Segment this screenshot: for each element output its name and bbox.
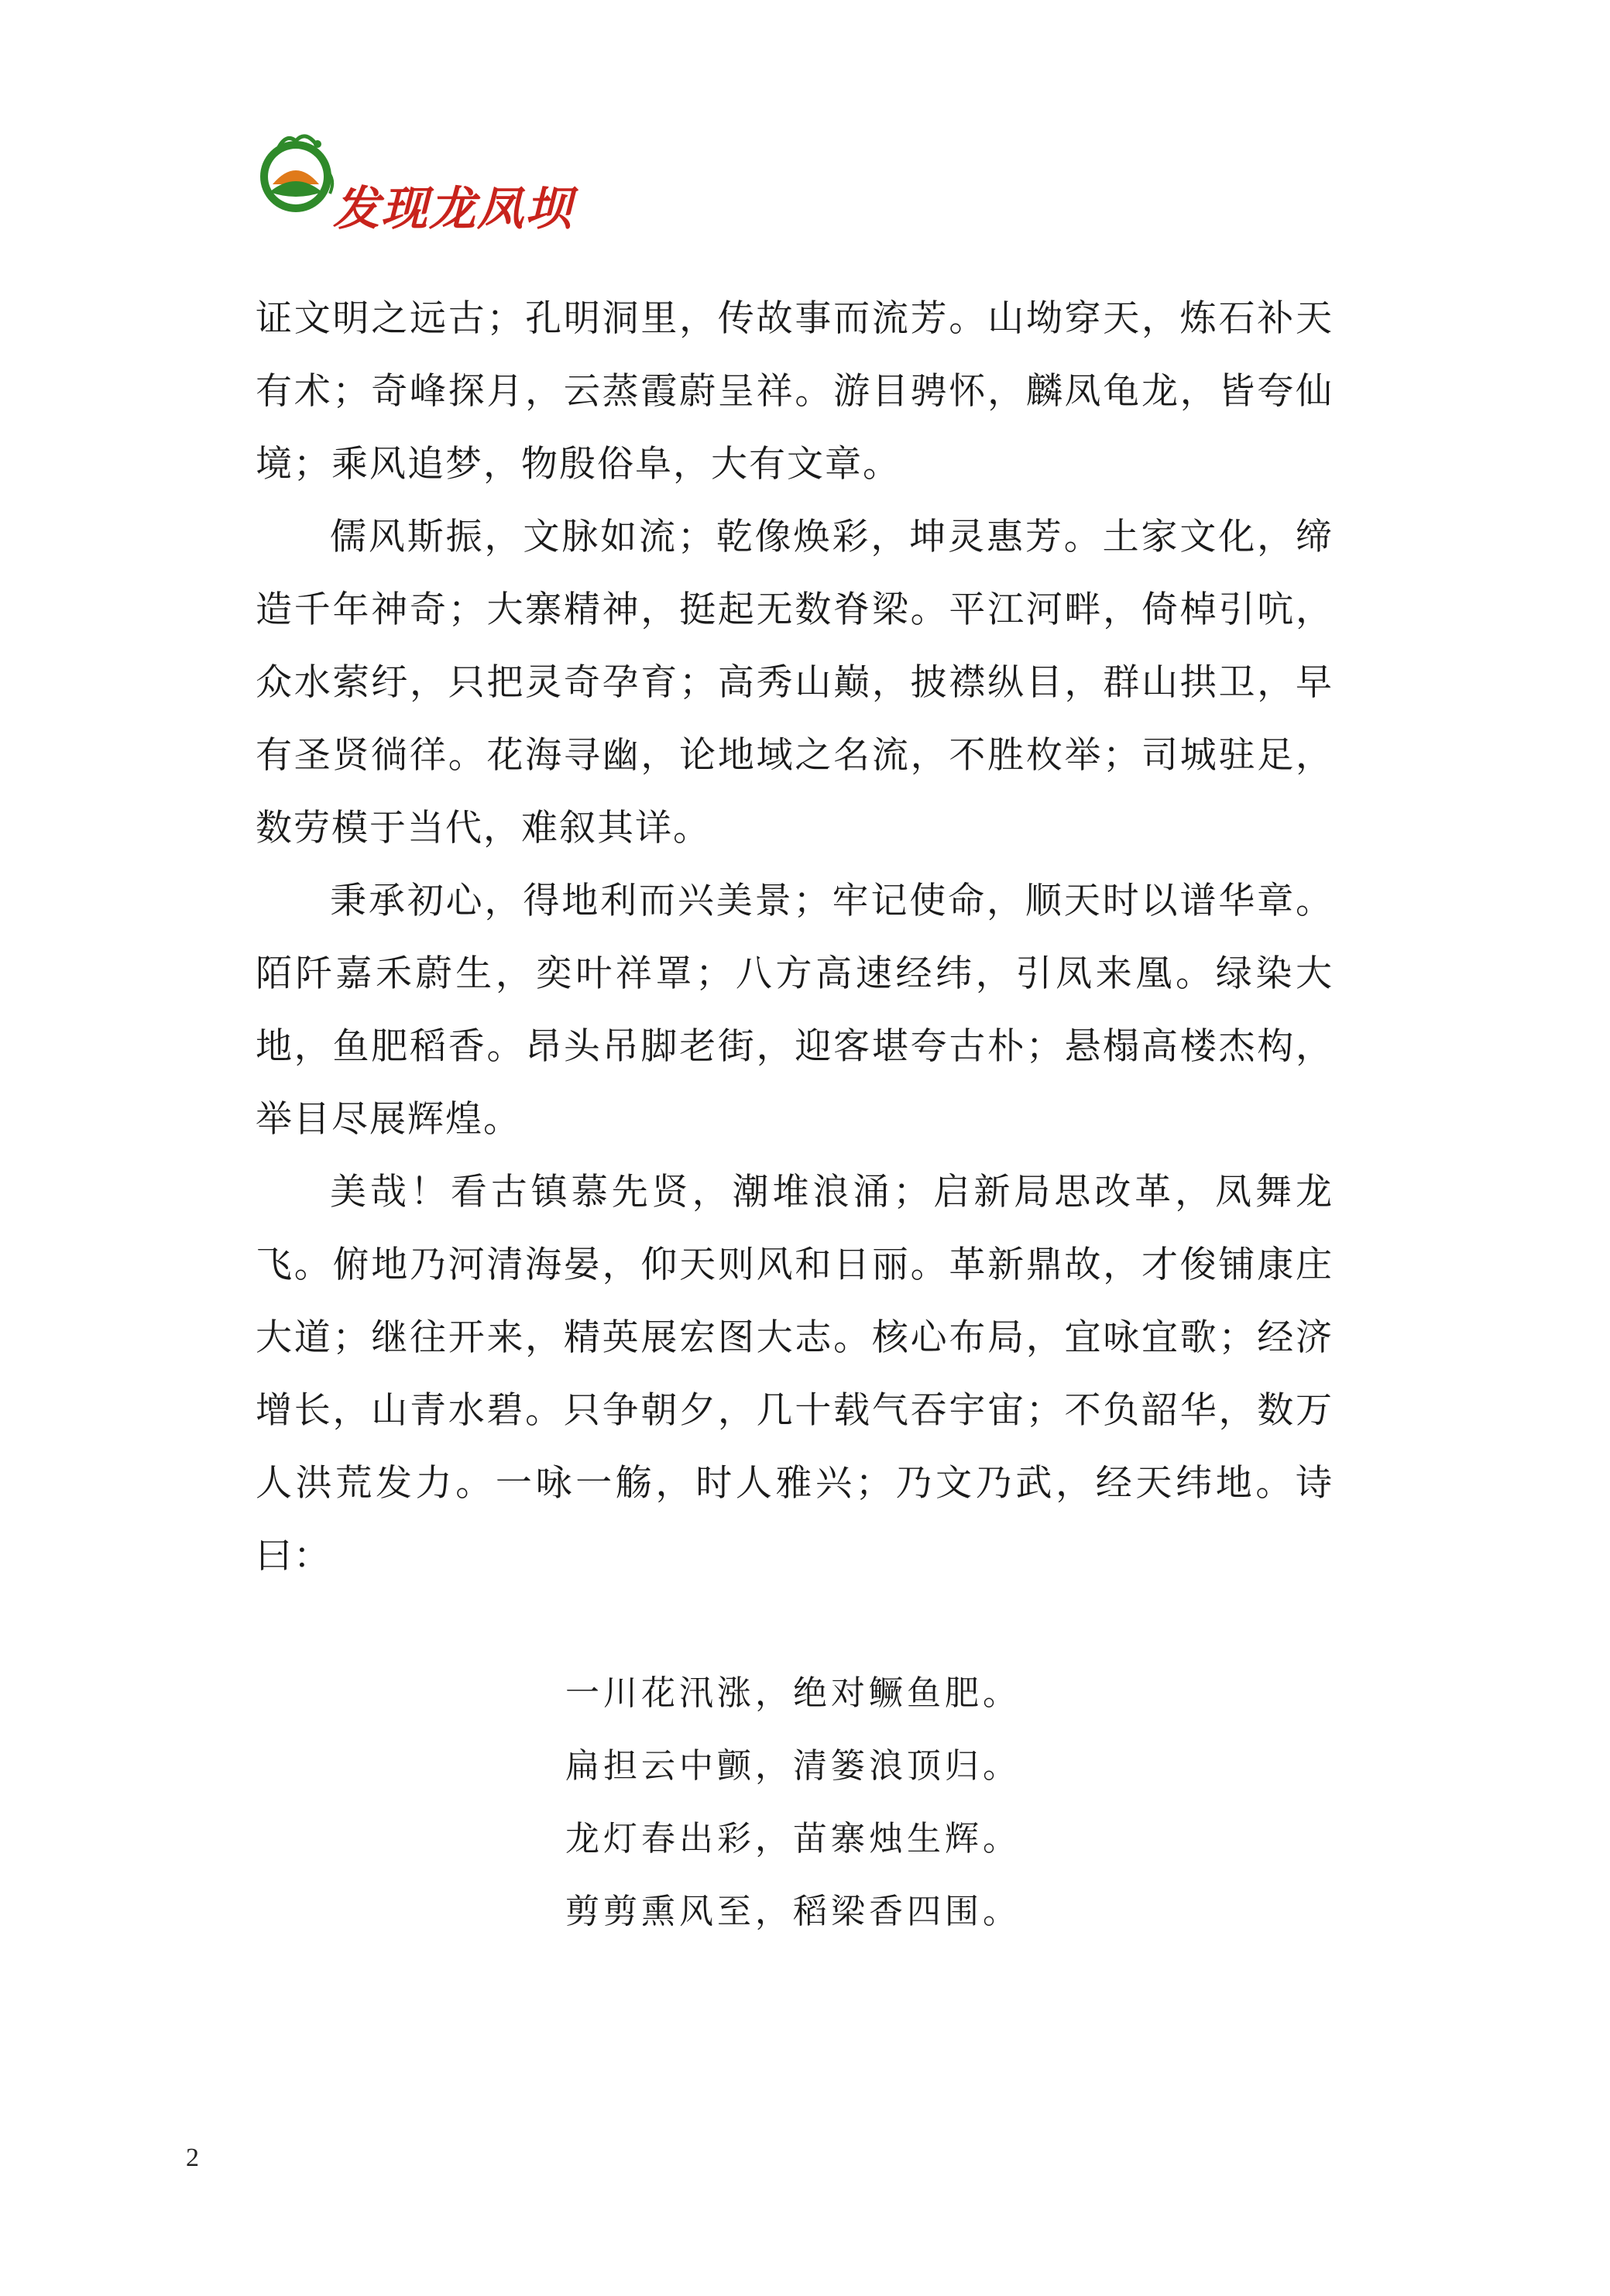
logo-text: 发现龙凤坝: [333, 182, 573, 236]
main-text: [256, 283, 1334, 1593]
poem-line: 剪剪熏风至，稻梁香四围。: [565, 1892, 1021, 1931]
poem: [565, 1657, 1107, 1948]
paragraph: 秉承初心，得地利而兴美景；牢记使命，顺天时以谱华章。陌阡嘉禾蔚生，奕叶祥罩；八方高速经纬，引凤来凰。绿染大地，鱼肥稻香。昂头吊脚老街，迎客堪夸古朴；悬榻高楼杰构，举目尽展辉煌。: [256, 880, 1334, 1141]
logo-emblem-icon: [256, 124, 341, 225]
page-number: 2: [186, 2143, 199, 2172]
header-logo: [256, 124, 604, 240]
paragraph: 儒风斯振，文脉如流；乾像焕彩，坤灵惠芳。土家文化，缔造千年神奇；大寨精神，挺起无数脊梁。平江河畔，倚棹引吭，众水萦纡，只把灵奇孕育；高秀山巅，披襟纵目，群山拱卫，早有圣贤徜徉。花海寻幽，论地域之名流，不胜枚举；司城驻足，数劳模于当代，难叙其详。: [256, 516, 1334, 849]
paragraph: 美哉！看古镇慕先贤，潮堆浪涌；启新局思改革，凤舞龙飞。俯地乃河清海晏，仰天则风和日丽。革新鼎故，才俊铺康庄大道；继往开来，精英展宏图大志。核心布局，宜咏宜歌；经济增长，山青水碧。只争朝夕，几十载气吞宇宙；不负韶华，数万人洪荒发力。一咏一觞，时人雅兴；乃文乃武，经天纬地。诗曰：: [256, 1171, 1334, 1577]
poem-line: 龙灯春出彩，苗寨烛生辉。: [565, 1819, 1021, 1858]
poem-line: 扁担云中颤，清篓浪顶归。: [565, 1746, 1021, 1786]
paragraph: 证文明之远古；孔明洞里，传故事而流芳。山坳穿天，炼石补天有术；奇峰探月，云蒸霞蔚呈祥。游目骋怀，麟凤龟龙，皆夸仙境；乘风追梦，物殷俗阜，大有文章。: [256, 297, 1334, 486]
poem-line: 一川花汛涨，绝对鳜鱼肥。: [565, 1673, 1021, 1713]
